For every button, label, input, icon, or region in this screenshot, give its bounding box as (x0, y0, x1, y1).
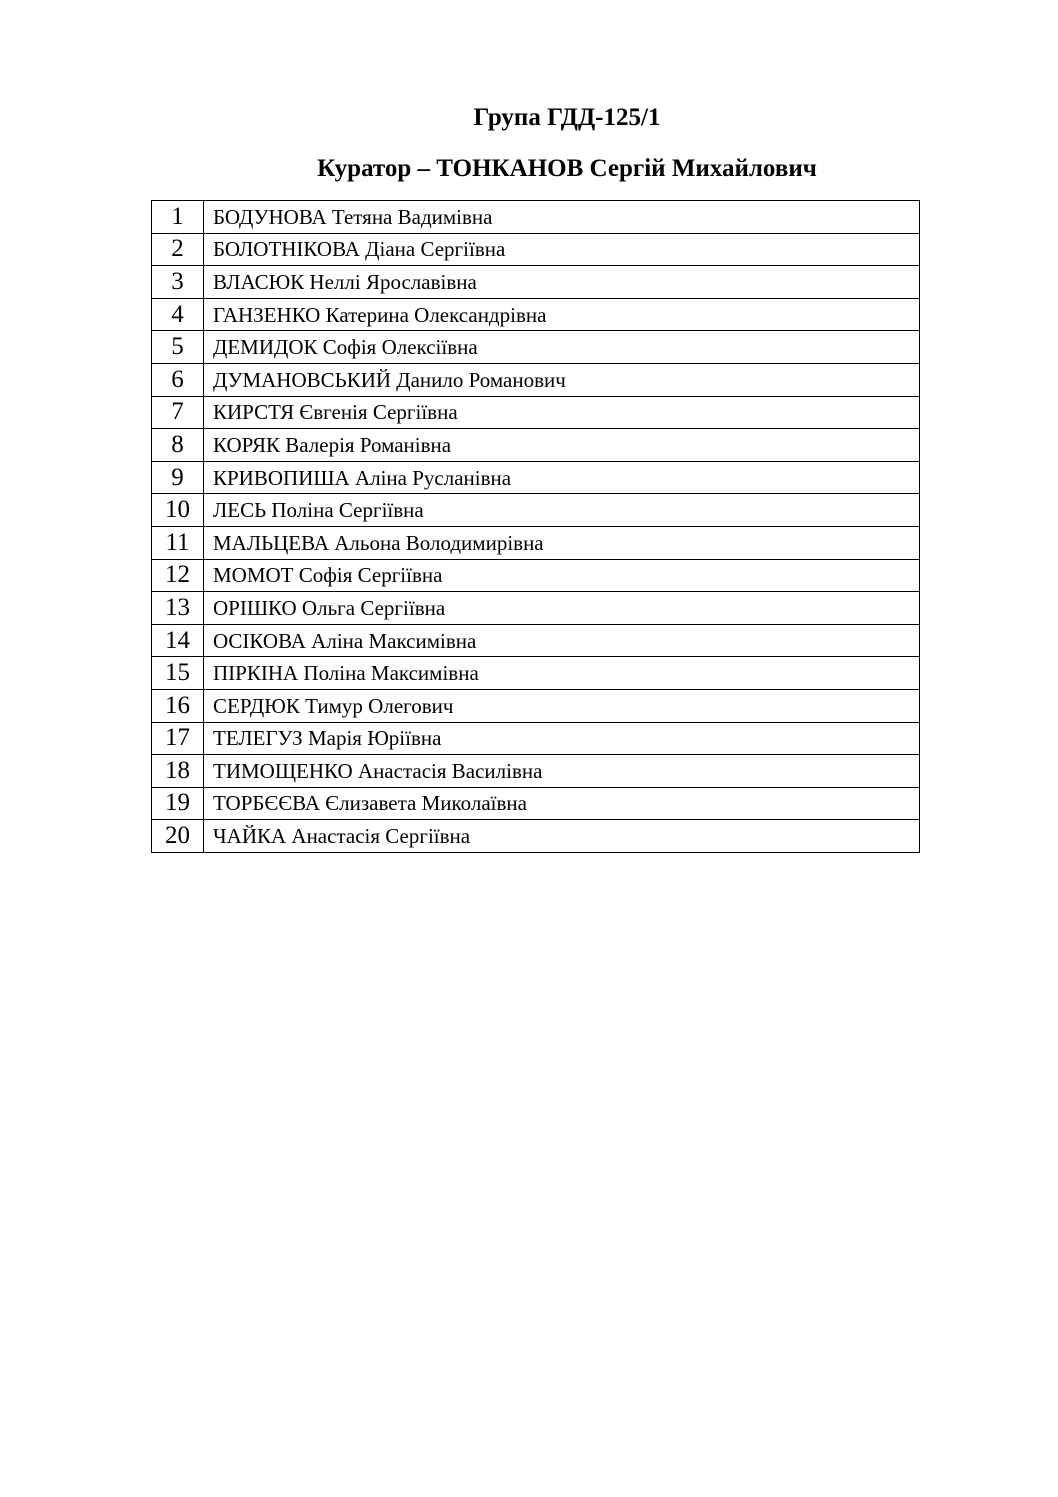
table-row (152, 559, 920, 592)
row-number: 19 (152, 787, 204, 820)
table-row (152, 787, 920, 820)
student-name: КРИВОПИША Аліна Русланівна (204, 461, 920, 494)
row-number: 12 (152, 559, 204, 592)
table-row (152, 624, 920, 657)
table-row (152, 201, 920, 234)
row-number: 14 (152, 624, 204, 657)
student-name: БОДУНОВА Тетяна Вадимівна (204, 201, 920, 234)
table-row (152, 689, 920, 722)
row-number: 11 (152, 526, 204, 559)
row-number: 18 (152, 755, 204, 788)
student-name: ТЕЛЕГУЗ Марія Юріївна (204, 722, 920, 755)
row-number: 16 (152, 689, 204, 722)
row-number: 10 (152, 494, 204, 527)
student-name: СЕРДЮК Тимур Олегович (204, 689, 920, 722)
row-number: 17 (152, 722, 204, 755)
table-row (152, 429, 920, 462)
row-number: 13 (152, 592, 204, 625)
student-name: ГАНЗЕНКО Катерина Олександрівна (204, 298, 920, 331)
table-row (152, 233, 920, 266)
student-name: ПІРКІНА Поліна Максимівна (204, 657, 920, 690)
curator-line: Куратор – ТОНКАНОВ Сергій Михайлович (317, 155, 817, 182)
student-name: ЧАЙКА Анастасія Сергіївна (204, 820, 920, 853)
student-name: ЛЕСЬ Поліна Сергіївна (204, 494, 920, 527)
row-number: 1 (152, 201, 204, 234)
row-number: 15 (152, 657, 204, 690)
row-number: 5 (152, 331, 204, 364)
student-name: МОМОТ Софія Сергіївна (204, 559, 920, 592)
row-number: 2 (152, 233, 204, 266)
student-name: ТОРБЄЄВА Єлизавета Миколаївна (204, 787, 920, 820)
group-title: Група ГДД-125/1 (473, 104, 661, 131)
table-row (152, 298, 920, 331)
row-number: 7 (152, 396, 204, 429)
student-roster-body (152, 201, 920, 853)
table-row (152, 266, 920, 299)
student-name: ДЕМИДОК Софія Олексіївна (204, 331, 920, 364)
student-name: ДУМАНОВСЬКИЙ Данило Романович (204, 363, 920, 396)
row-number: 3 (152, 266, 204, 299)
table-row (152, 363, 920, 396)
table-row (152, 592, 920, 625)
table-row (152, 657, 920, 690)
student-name: БОЛОТНІКОВА Діана Сергіївна (204, 233, 920, 266)
table-row (152, 722, 920, 755)
table-row (152, 755, 920, 788)
row-number: 20 (152, 820, 204, 853)
row-number: 6 (152, 363, 204, 396)
student-name: КИРСТЯ Євгенія Сергіївна (204, 396, 920, 429)
student-name: ВЛАСЮК Неллі Ярославівна (204, 266, 920, 299)
table-row (152, 331, 920, 364)
row-number: 8 (152, 429, 204, 462)
student-roster-table (151, 200, 920, 853)
table-row (152, 820, 920, 853)
student-name: ТИМОЩЕНКО Анастасія Василівна (204, 755, 920, 788)
student-name: ОРІШКО Ольга Сергіївна (204, 592, 920, 625)
row-number: 4 (152, 298, 204, 331)
row-number: 9 (152, 461, 204, 494)
student-name: КОРЯК Валерія Романівна (204, 429, 920, 462)
table-row (152, 494, 920, 527)
table-row (152, 396, 920, 429)
table-row (152, 526, 920, 559)
student-name: ОСІКОВА Аліна Максимівна (204, 624, 920, 657)
student-name: МАЛЬЦЕВА Альона Володимирівна (204, 526, 920, 559)
table-row (152, 461, 920, 494)
